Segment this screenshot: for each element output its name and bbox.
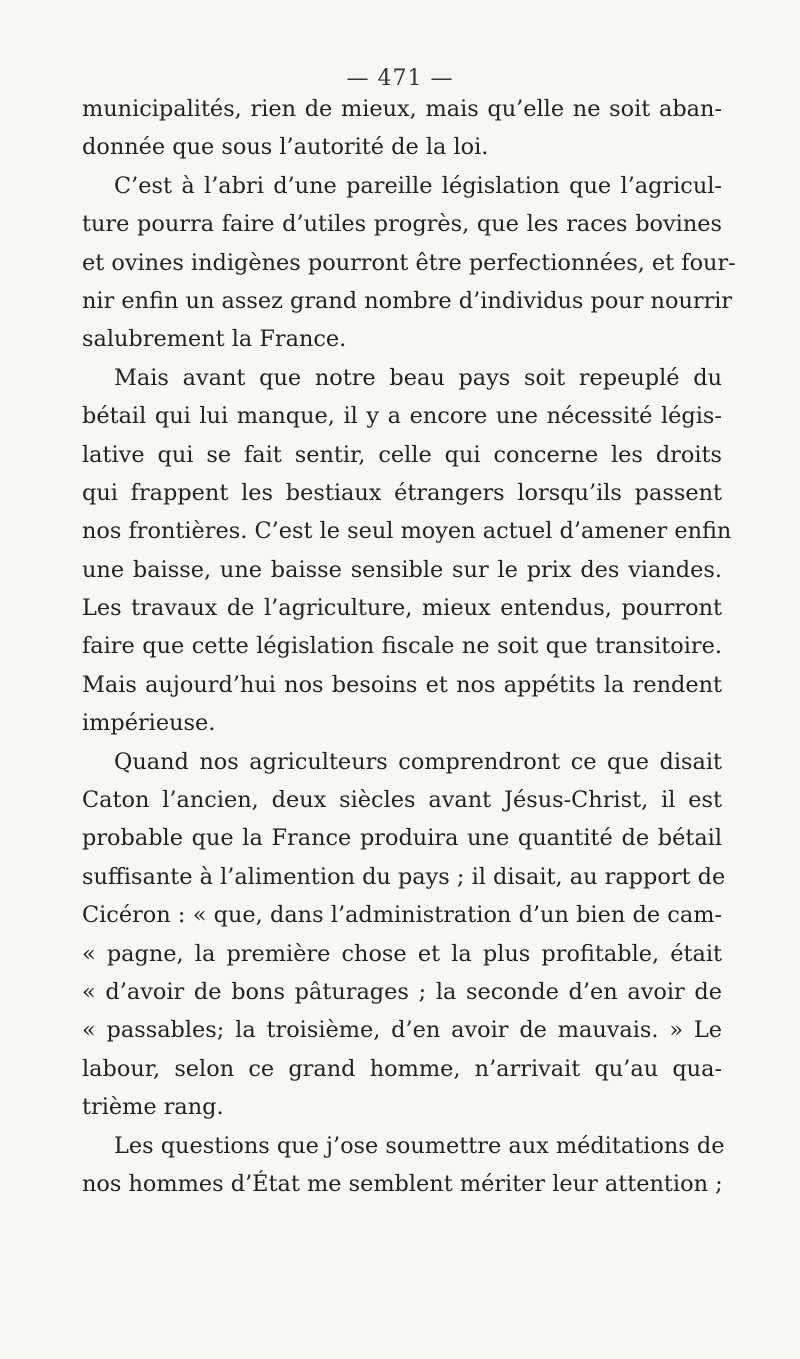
text-line: « d’avoir de bons pâturages ; la seconde d’en avoir de [82,978,722,1005]
text-line: Caton l’ancien, deux siècles avant Jésus-Christ, il est [82,787,722,814]
text-line: probable que la France produira une quantité de bétail [82,825,722,852]
text-line: Mais aujourd’hui nos besoins et nos appétits la rendent [82,671,722,698]
paragraph-start-line: Mais avant que notre beau pays soit repeuplé du [114,364,722,391]
text-line: une baisse, une baisse sensible sur le prix des viandes. [82,556,722,583]
text-line: ture pourra faire d’utiles progrès, que les races bovines [82,211,722,238]
paragraph-start-line: C’est à l’abri d’une pareille législation que l’agricul- [114,172,722,199]
text-line: suffisante à l’alimention du pays ; il disait, au rapport de [82,863,726,890]
body-text [82,90,736,1203]
text-line: salubrement la France. [82,326,347,353]
text-line: lative qui se fait sentir, celle qui concerne les droits [82,441,722,468]
text-line: nos frontières. C’est le seul moyen actuel d’amener enfin [82,518,732,545]
text-line: « passables; la troisième, d’en avoir de mauvais. » Le [82,1017,722,1044]
text-line: municipalités, rien de mieux, mais qu’elle ne soit aban- [82,96,722,122]
text-line: nos hommes d’État me semblent mériter leur attention ; [82,1170,723,1197]
text-line: donnée que sous l’autorité de la loi. [82,134,489,161]
paragraph-start-line: Quand nos agriculteurs comprendront ce que disait [114,748,722,775]
text-line: qui frappent les bestiaux étrangers lorsqu’ils passent [82,479,722,506]
text-line: labour, selon ce grand homme, n’arrivait qu’au qua- [82,1055,722,1082]
text-line: trième rang. [82,1094,224,1121]
text-line: « pagne, la première chose et la plus profitable, était [82,940,722,967]
text-line: bétail qui lui manque, il y a encore une nécessité légis- [82,403,722,430]
page-number: — 471 — [346,66,454,91]
text-line: Cicéron : « que, dans l’administration d’un bien de cam- [82,902,722,929]
paragraph-start-line: Les questions que j’ose soumettre aux méditations de [114,1132,725,1159]
text-line: et ovines indigènes pourront être perfectionnées, et four- [82,249,736,276]
text-line: nir enfin un assez grand nombre d’individus pour nourrir [82,287,733,314]
text-line: impérieuse. [82,710,216,737]
text-line: faire que cette législation fiscale ne soit que transitoire. [82,633,722,660]
text-line: Les travaux de l’agriculture, mieux entendus, pourront [82,595,722,622]
